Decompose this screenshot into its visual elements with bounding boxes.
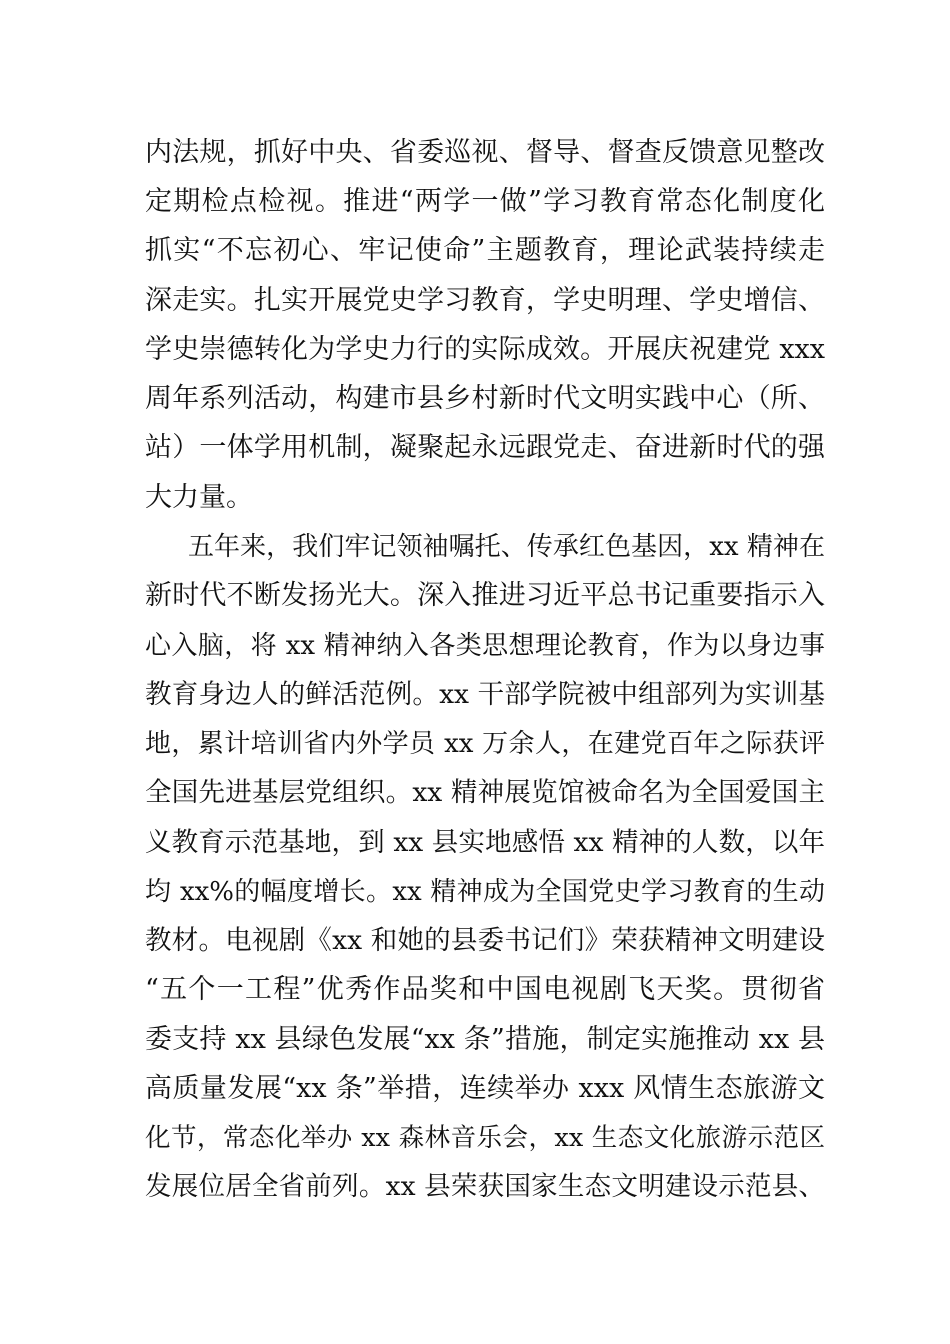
- paragraph-line: 大力量。: [145, 482, 253, 513]
- paragraph-line: 高质量发展“xx 条”举措，连续举办 xxx 风情生态旅游文: [145, 1073, 825, 1104]
- paragraph-line: 地，累计培训省内外学员 xx 万余人，在建党百年之际获评: [145, 729, 825, 759]
- paragraph-line: 内法规，抓好中央、省委巡视、督导、督查反馈意见整改: [145, 137, 825, 168]
- paragraph-line: 抓实“不忘初心、牢记使命”主题教育，理论武装持续走: [145, 235, 825, 266]
- paragraph-line: 心入脑，将 xx 精神纳入各类思想理论教育，作为以身边事: [145, 631, 825, 661]
- paragraph-line: 均 xx%的幅度增长。xx 精神成为全国党史学习教育的生动: [145, 877, 825, 907]
- paragraph-line: 站）一体学用机制，凝聚起永远跟党走、奋进新时代的强: [145, 432, 825, 463]
- paragraph-line: 委支持 xx 县绿色发展“xx 条”措施，制定实施推动 xx 县: [145, 1024, 825, 1055]
- paragraph-line: 定期检点检视。推进“两学一做”学习教育常态化制度化: [145, 186, 825, 217]
- paragraph-line: 全国先进基层党组织。xx 精神展览馆被命名为全国爱国主: [145, 777, 825, 808]
- paragraph-line: 深走实。扎实开展党史学习教育，学史明理、学史增信、: [145, 285, 825, 316]
- paragraph-line: 学史崇德转化为学史力行的实际成效。开展庆祝建党 xxx: [145, 334, 825, 365]
- paragraph-line: 五年来，我们牢记领袖嘱托、传承红色基因，xx 精神在: [188, 532, 825, 562]
- paragraph-line: 发展位居全省前列。xx 县荣获国家生态文明建设示范县、: [145, 1171, 825, 1202]
- paragraph-line: 教材。电视剧《xx 和她的县委书记们》荣获精神文明建设: [145, 925, 825, 956]
- paragraph-line: 教育身边人的鲜活范例。xx 干部学院被中组部列为实训基: [145, 679, 825, 710]
- paragraph-line: “五个一工程”优秀作品奖和中国电视剧飞天奖。贯彻省: [145, 974, 825, 1005]
- paragraph-line: 周年系列活动，构建市县乡村新时代文明实践中心（所、: [145, 383, 825, 414]
- paragraph-line: 义教育示范基地，到 xx 县实地感悟 xx 精神的人数，以年: [145, 827, 825, 858]
- paragraph-line: 新时代不断发扬光大。深入推进习近平总书记重要指示入: [145, 580, 825, 611]
- paragraph-line: 化节，常态化举办 xx 森林音乐会，xx 生态文化旅游示范区: [145, 1123, 825, 1153]
